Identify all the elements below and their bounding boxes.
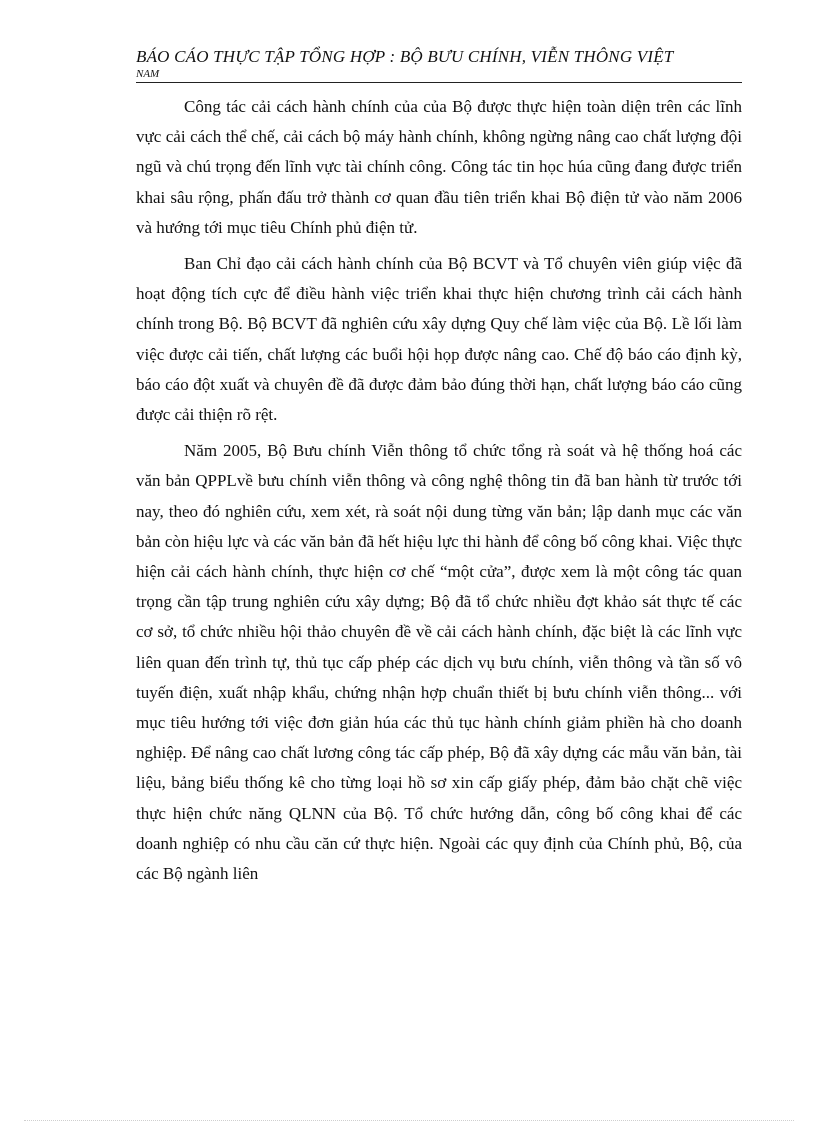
page-header xyxy=(136,46,742,83)
paragraph-3: Năm 2005, Bộ Bưu chính Viễn thông tổ chức tổng rà soát và hệ thống hoá các văn bản QPPLvề bưu chính viễn thông và công nghệ thông tin đã ban hành từ trước tới nay, theo đó nghiên cứu, xem xét, rà soát nội dung từng văn bản; lập danh mục các văn bản còn hiệu lực và các văn bản đã hết hiệu lực thi hành để công bố công khai. Việc thực hiện cải cách hành chính, thực hiện cơ chế “một cửa”, được xem là một công tác quan trọng cần tập trung nghiên cứu xây dựng; Bộ đã tổ chức nhiều đợt khảo sát thực tế các cơ sở, tổ chức nhiều hội thảo chuyên đề về cải cách hành chính, đặc biệt là các lĩnh vực liên quan đến trình tự, thủ tục cấp phép các dịch vụ bưu chính, viễn thông và tần số vô tuyến điện, xuất nhập khẩu, chứng nhận hợp chuẩn thiết bị bưu chính viễn thông... với mục tiêu hướng tới việc đơn giản húa các thủ tục hành chính giảm phiền hà cho doanh nghiệp. Để nâng cao chất lương công tác cấp phép, Bộ đã xây dựng các mẫu văn bản, tài liệu, bảng biểu thống kê cho từng loại hồ sơ xin cấp giấy phép, đảm bảo chặt chẽ việc thực hiện chức năng QLNN của Bộ. Tổ chức hướng dẫn, công bố công khai để các doanh nghiệp có nhu cầu căn cứ thực hiện. Ngoài các quy định của Chính phủ, Bộ, của các Bộ ngành liên xyxy=(136,441,742,884)
document-body xyxy=(136,92,742,895)
paragraph-1: Công tác cải cách hành chính của của Bộ được thực hiện toàn diện trên các lĩnh vực cải cách thể chế, cải cách bộ máy hành chính, không ngừng nâng cao chất lượng đội ngũ và chú trọng đến lĩnh vực tài chính công. Công tác tin học húa cũng đang được triển khai sâu rộng, phấn đấu trở thành cơ quan đầu tiên triển khai Bộ điện tử vào năm 2006 và hướng tới mục tiêu Chính phủ điện tử. xyxy=(136,97,742,237)
paragraph-2: Ban Chỉ đạo cải cách hành chính của Bộ BCVT và Tổ chuyên viên giúp việc đã hoạt động tích cực để điều hành việc triển khai thực hiện chương trình cải cách hành chính trong Bộ. Bộ BCVT đã nghiên cứu xây dựng Quy chế làm việc của Bộ. Lề lối làm việc được cải tiến, chất lượng các buổi hội họp được nâng cao. Chế độ báo cáo định kỳ, báo cáo đột xuất và chuyên đề đã được đảm bảo đúng thời hạn, chất lượng báo cáo cũng được cải thiện rõ rệt. xyxy=(136,254,742,425)
header-divider xyxy=(136,82,742,83)
header-title: BÁO CÁO THỰC TẬP TỔNG HỢP : BỘ BƯU CHÍNH, VIỄN THÔNG VIỆT xyxy=(136,47,674,66)
footer-dotted-line xyxy=(24,1120,794,1121)
header-subtitle: NAM xyxy=(136,68,160,80)
